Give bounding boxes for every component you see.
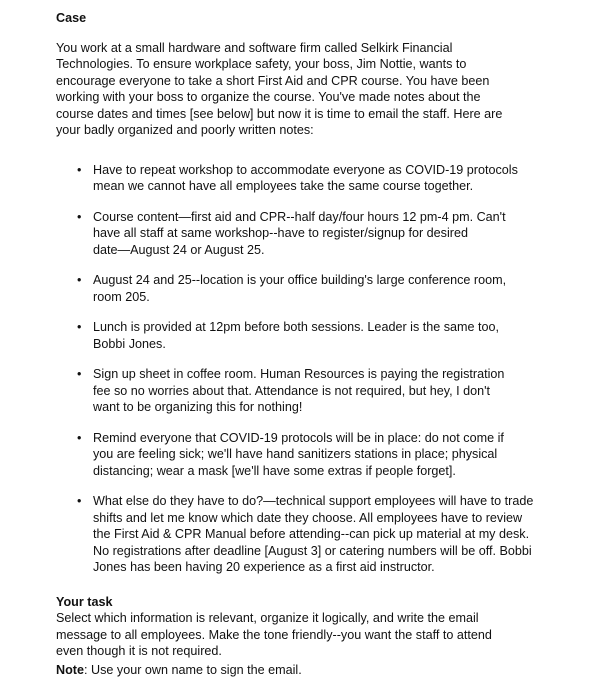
bullet-icon: • — [77, 162, 82, 177]
bullet-icon: • — [77, 273, 82, 287]
note-line: Lunch is provided at 12pm before both sessions. Leader is the same too, — [93, 320, 500, 334]
intro-line: Technologies. To ensure workplace safety, your boss, Jim Nottie, wants to — [56, 57, 467, 71]
note-item — [56, 209, 596, 259]
note-paragraph — [56, 662, 596, 679]
note-item — [56, 366, 596, 416]
case-heading: Case — [56, 11, 87, 25]
note-line: Have to repeat workshop to accommodate everyone as COVID-19 protocols — [93, 162, 518, 177]
task-body — [56, 610, 596, 660]
case-intro — [56, 40, 596, 139]
note-label: Note — [56, 662, 84, 677]
task-line: Select which information is relevant, organize it logically, and write the email — [56, 611, 479, 625]
note-line: want to be organizing this for nothing! — [93, 400, 303, 414]
note-line: room 205. — [93, 289, 150, 304]
notes-list — [56, 162, 596, 576]
task-line: even though it is not required. — [56, 644, 222, 658]
note-item — [56, 272, 596, 305]
intro-line: course dates and times [see below] but now it is time to email the staff. Here are — [56, 106, 503, 121]
document-page — [56, 10, 596, 678]
bullet-icon: • — [77, 367, 82, 381]
note-text: : Use your own name to sign the email. — [84, 662, 302, 677]
note-line: What else do they have to do?—technical support employees will have to trade — [93, 494, 534, 508]
note-line: shifts and let me know which date they choose. All employees have to review — [93, 510, 523, 525]
note-line: No registrations after deadline [August 3] or catering numbers will be off. Bobbi — [93, 543, 532, 558]
note-item — [56, 162, 596, 195]
note-line: fee so no worries about that. Attendance is not required, but hey, I don't — [93, 383, 491, 398]
intro-line: your badly organized and poorly written notes: — [56, 123, 314, 137]
note-line: August 24 and 25--location is your office building's large conference room, — [93, 273, 507, 287]
note-line: date—August 24 or August 25. — [93, 242, 265, 257]
note-item — [56, 319, 596, 352]
bullet-icon: • — [77, 320, 82, 334]
note-line: have all staff at same workshop--have to register/signup for desired — [93, 226, 468, 240]
bullet-icon: • — [77, 494, 82, 508]
task-heading: Your task — [56, 594, 113, 609]
note-line: the First Aid & CPR Manual before attending--can pick up material at my desk. — [93, 527, 530, 541]
note-line: distancing; wear a mask [we'll have some extras if people forget]. — [93, 463, 456, 478]
note-line: Sign up sheet in coffee room. Human Resources is paying the registration — [93, 367, 505, 381]
note-line: Bobbi Jones. — [93, 336, 166, 351]
bullet-icon: • — [77, 430, 82, 445]
note-line: you are feeling sick; we'll have hand sanitizers stations in place; physical — [93, 447, 498, 461]
intro-line: encourage everyone to take a short First Aid and CPR course. You have been — [56, 73, 490, 88]
note-line: Remind everyone that COVID-19 protocols will be in place: do not come if — [93, 430, 504, 445]
note-line: Jones has been having 20 experience as a first aid instructor. — [93, 560, 435, 574]
task-line: message to all employees. Make the tone friendly--you want the staff to attend — [56, 627, 492, 642]
note-item — [56, 430, 596, 480]
note-line: mean we cannot have all employees take the same course together. — [93, 179, 474, 193]
note-line: Course content—first aid and CPR--half day/four hours 12 pm-4 pm. Can't — [93, 209, 506, 224]
intro-line: You work at a small hardware and software firm called Selkirk Financial — [56, 40, 453, 55]
intro-line: working with your boss to organize the course. You've made notes about the — [56, 90, 481, 104]
bullet-icon: • — [77, 209, 82, 224]
note-item — [56, 493, 596, 576]
